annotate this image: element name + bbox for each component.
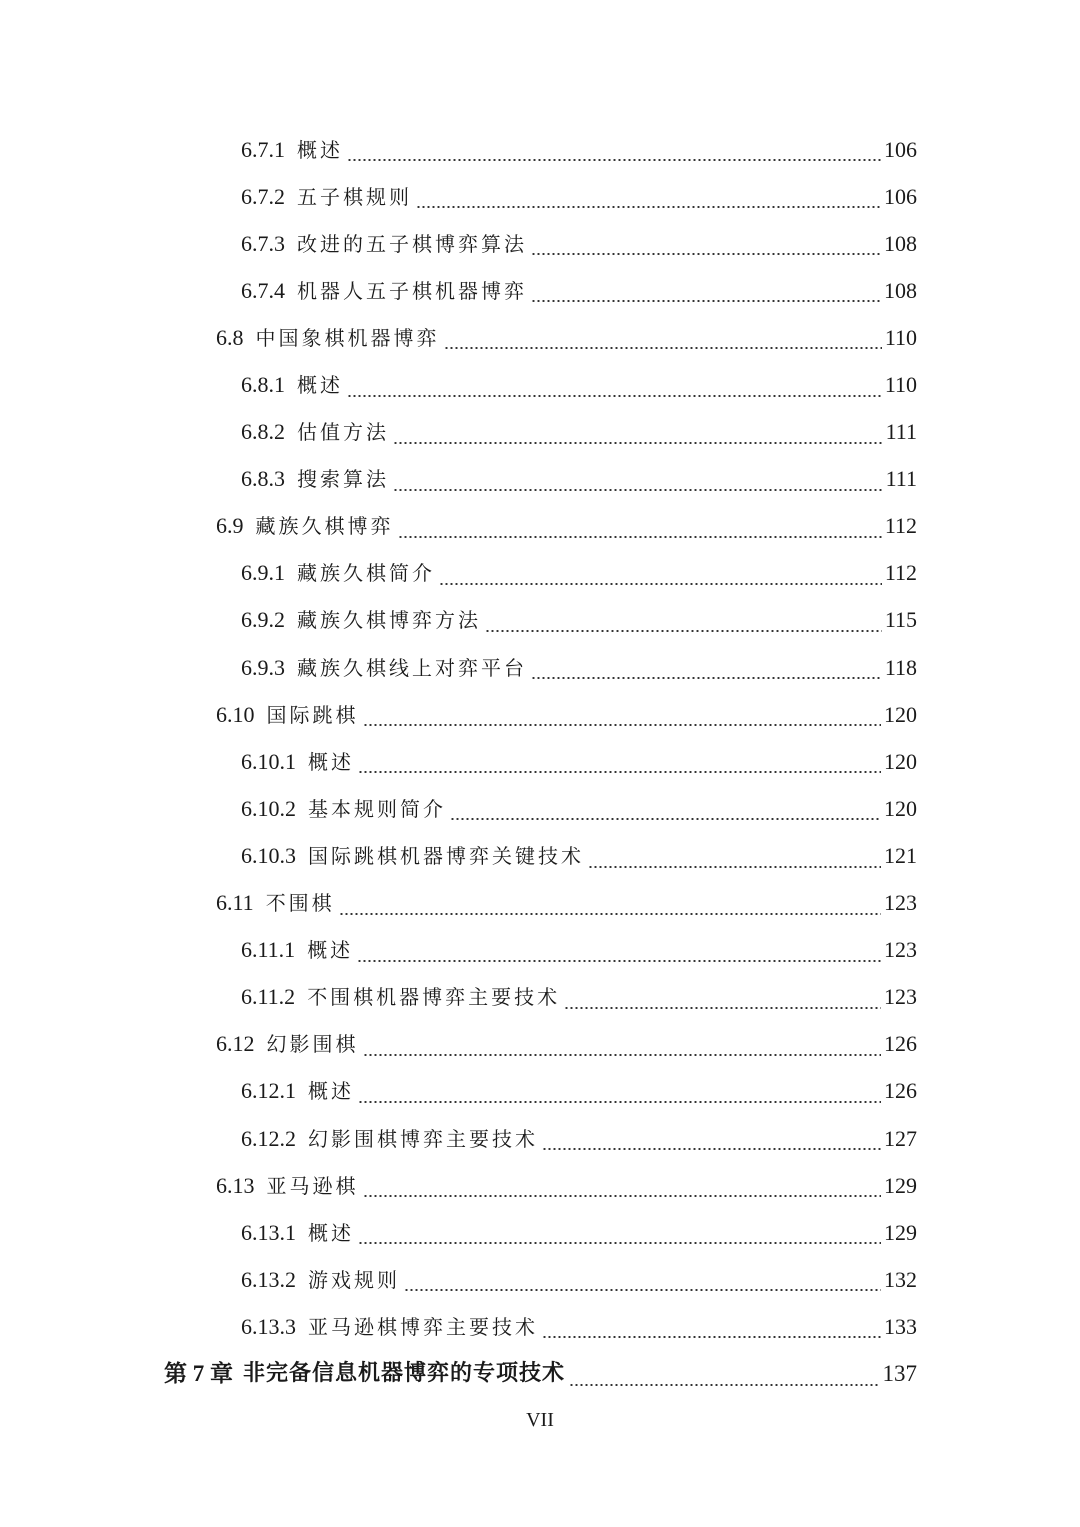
toc-entry-page: 110 bbox=[884, 324, 917, 350]
toc-dot-leader bbox=[531, 300, 881, 302]
toc-entry-number: 6.8 bbox=[216, 324, 244, 350]
toc-entry-title: 改进的五子棋博弈算法 bbox=[297, 231, 527, 256]
toc-subsection-entry[interactable] bbox=[0, 409, 1080, 456]
toc-entry-number: 6.13 bbox=[216, 1172, 255, 1198]
toc-entry-page: 108 bbox=[884, 230, 917, 256]
toc-entry-page: 115 bbox=[884, 607, 917, 633]
toc-dot-leader bbox=[393, 442, 883, 444]
toc-dot-leader bbox=[542, 1148, 881, 1150]
toc-entry-page: 127 bbox=[884, 1125, 917, 1151]
toc-entry-title: 概述 bbox=[297, 373, 343, 398]
toc-subsection-entry[interactable] bbox=[0, 1115, 1080, 1162]
toc-entry-number: 6.11.2 bbox=[241, 984, 296, 1010]
toc-entry-number: 6.12.1 bbox=[241, 1078, 296, 1104]
toc-dot-leader bbox=[404, 1289, 881, 1291]
toc-dot-leader bbox=[450, 818, 881, 820]
toc-entry-number: 6.13.3 bbox=[241, 1313, 296, 1339]
toc-section-entry[interactable] bbox=[0, 880, 1080, 927]
toc-entry-title: 幻影围棋博弈主要技术 bbox=[308, 1126, 538, 1151]
toc-entry-title: 幻影围棋 bbox=[266, 1032, 359, 1057]
toc-dot-leader bbox=[444, 347, 882, 349]
toc-entry-page: 118 bbox=[884, 654, 917, 680]
toc-entry-title: 游戏规则 bbox=[308, 1267, 400, 1292]
toc-subsection-entry[interactable] bbox=[0, 126, 1080, 173]
toc-dot-leader bbox=[358, 771, 881, 773]
toc-section-entry[interactable] bbox=[0, 314, 1080, 361]
toc-entry-page: 106 bbox=[884, 183, 917, 209]
toc-entry-number: 6.11.1 bbox=[241, 937, 296, 963]
page-number: VII bbox=[526, 1409, 554, 1431]
toc-entry-page: 123 bbox=[884, 937, 917, 963]
toc-entry-number: 6.7.3 bbox=[241, 230, 285, 256]
toc-dot-leader bbox=[416, 206, 881, 208]
toc-entry-number: 6.9 bbox=[216, 513, 244, 539]
toc-entry-number: 6.12.2 bbox=[241, 1125, 296, 1151]
toc-entry-title: 五子棋规则 bbox=[297, 184, 412, 209]
toc-dot-leader bbox=[339, 913, 881, 915]
toc-entry-number: 6.8.3 bbox=[241, 466, 285, 492]
toc-entry-title: 藏族久棋线上对弈平台 bbox=[297, 655, 527, 680]
toc-subsection-entry[interactable] bbox=[0, 1256, 1080, 1303]
toc-entry-title: 估值方法 bbox=[297, 420, 389, 445]
toc-entry-title: 概述 bbox=[307, 938, 354, 963]
toc-entry-number: 第 7 章 bbox=[164, 1360, 233, 1386]
toc-entry-page: 111 bbox=[885, 419, 917, 445]
toc-dot-leader bbox=[564, 1007, 881, 1009]
toc-entry-page: 112 bbox=[884, 560, 917, 586]
toc-section-entry[interactable] bbox=[0, 1021, 1080, 1068]
toc-entry-title: 不围棋 bbox=[265, 891, 335, 916]
toc-entry-title: 概述 bbox=[297, 137, 343, 162]
toc-dot-leader bbox=[569, 1384, 879, 1386]
toc-dot-leader bbox=[363, 1195, 882, 1197]
toc-entry-number: 6.7.4 bbox=[241, 277, 285, 303]
toc-subsection-entry[interactable] bbox=[0, 785, 1080, 832]
toc-dot-leader bbox=[531, 677, 882, 679]
toc-entry-page: 121 bbox=[884, 842, 917, 868]
toc-entry-page: 133 bbox=[884, 1313, 917, 1339]
toc-dot-leader bbox=[542, 1336, 881, 1338]
toc-entry-page: 137 bbox=[882, 1360, 917, 1386]
toc-entry-number: 6.10.3 bbox=[241, 842, 296, 868]
toc-entry-page: 129 bbox=[884, 1172, 917, 1198]
toc-entry-title: 亚马逊棋 bbox=[266, 1173, 359, 1198]
table-of-contents bbox=[0, 126, 1080, 1398]
toc-entry-page: 110 bbox=[884, 372, 917, 398]
toc-dot-leader bbox=[588, 866, 881, 868]
toc-entry-page: 120 bbox=[884, 748, 917, 774]
toc-entry-page: 108 bbox=[884, 277, 917, 303]
toc-entry-title: 国际跳棋 bbox=[266, 702, 359, 727]
toc-entry-title: 中国象棋机器博弈 bbox=[255, 325, 440, 350]
toc-subsection-entry[interactable] bbox=[0, 832, 1080, 879]
toc-entry-page: 126 bbox=[884, 1078, 917, 1104]
toc-subsection-entry[interactable] bbox=[0, 1068, 1080, 1115]
toc-dot-leader bbox=[358, 1101, 881, 1103]
toc-dot-leader bbox=[485, 630, 882, 632]
toc-subsection-entry[interactable] bbox=[0, 927, 1080, 974]
toc-entry-title: 藏族久棋博弈方法 bbox=[297, 608, 481, 633]
toc-subsection-entry[interactable] bbox=[0, 974, 1080, 1021]
toc-subsection-entry[interactable] bbox=[0, 550, 1080, 597]
toc-subsection-entry[interactable] bbox=[0, 738, 1080, 785]
toc-entry-title: 机器人五子棋机器博弈 bbox=[297, 278, 527, 303]
toc-dot-leader bbox=[363, 724, 882, 726]
toc-entry-number: 6.10 bbox=[216, 701, 255, 727]
toc-entry-title: 国际跳棋机器博弈关键技术 bbox=[308, 843, 584, 868]
toc-entry-page: 120 bbox=[884, 795, 917, 821]
toc-entry-number: 6.13.1 bbox=[241, 1219, 296, 1245]
toc-subsection-entry[interactable] bbox=[0, 644, 1080, 691]
toc-dot-leader bbox=[347, 395, 882, 397]
toc-section-entry[interactable] bbox=[0, 503, 1080, 550]
toc-entry-number: 6.9.3 bbox=[241, 654, 285, 680]
toc-entry-page: 126 bbox=[884, 1031, 917, 1057]
toc-dot-leader bbox=[358, 1242, 881, 1244]
toc-subsection-entry[interactable] bbox=[0, 173, 1080, 220]
toc-entry-page: 106 bbox=[884, 136, 917, 162]
toc-entry-page: 111 bbox=[885, 466, 917, 492]
toc-entry-page: 123 bbox=[884, 890, 917, 916]
toc-entry-number: 6.9.1 bbox=[241, 560, 285, 586]
toc-entry-number: 6.10.2 bbox=[241, 795, 296, 821]
toc-dot-leader bbox=[363, 1054, 882, 1056]
toc-entry-number: 6.8.1 bbox=[241, 372, 285, 398]
toc-dot-leader bbox=[357, 960, 881, 962]
toc-entry-title: 概述 bbox=[308, 749, 354, 774]
toc-section-entry[interactable] bbox=[0, 691, 1080, 738]
toc-dot-leader bbox=[393, 489, 883, 491]
toc-chapter-entry[interactable] bbox=[0, 1350, 1080, 1397]
toc-dot-leader bbox=[398, 536, 882, 538]
toc-entry-page: 129 bbox=[884, 1219, 917, 1245]
toc-entry-title: 亚马逊棋博弈主要技术 bbox=[308, 1314, 538, 1339]
toc-subsection-entry[interactable] bbox=[0, 361, 1080, 408]
toc-subsection-entry[interactable] bbox=[0, 456, 1080, 503]
toc-subsection-entry[interactable] bbox=[0, 597, 1080, 644]
toc-section-entry[interactable] bbox=[0, 1162, 1080, 1209]
toc-entry-number: 6.10.1 bbox=[241, 748, 296, 774]
toc-entry-title: 不围棋机器博弈主要技术 bbox=[307, 985, 561, 1010]
toc-entry-title: 藏族久棋简介 bbox=[297, 561, 435, 586]
toc-entry-title: 非完备信息机器博弈的专项技术 bbox=[243, 1360, 566, 1386]
toc-subsection-entry[interactable] bbox=[0, 220, 1080, 267]
toc-entry-title: 藏族久棋博弈 bbox=[255, 514, 394, 539]
toc-entry-title: 概述 bbox=[308, 1220, 354, 1245]
toc-entry-number: 6.8.2 bbox=[241, 419, 285, 445]
toc-entry-title: 搜索算法 bbox=[297, 467, 389, 492]
toc-entry-number: 6.7.2 bbox=[241, 183, 285, 209]
toc-entry-number: 6.12 bbox=[216, 1031, 255, 1057]
toc-dot-leader bbox=[439, 583, 882, 585]
toc-entry-page: 112 bbox=[884, 513, 917, 539]
toc-entry-number: 6.11 bbox=[216, 890, 254, 916]
toc-entry-title: 概述 bbox=[308, 1079, 354, 1104]
toc-dot-leader bbox=[531, 253, 881, 255]
toc-entry-number: 6.7.1 bbox=[241, 136, 285, 162]
toc-entry-title: 基本规则简介 bbox=[308, 796, 446, 821]
toc-entry-page: 123 bbox=[884, 984, 917, 1010]
toc-entry-number: 6.9.2 bbox=[241, 607, 285, 633]
toc-subsection-entry[interactable] bbox=[0, 267, 1080, 314]
toc-subsection-entry[interactable] bbox=[0, 1303, 1080, 1350]
toc-entry-number: 6.13.2 bbox=[241, 1266, 296, 1292]
toc-dot-leader bbox=[347, 159, 881, 161]
toc-subsection-entry[interactable] bbox=[0, 1209, 1080, 1256]
toc-entry-page: 120 bbox=[884, 701, 917, 727]
toc-entry-page: 132 bbox=[884, 1266, 917, 1292]
